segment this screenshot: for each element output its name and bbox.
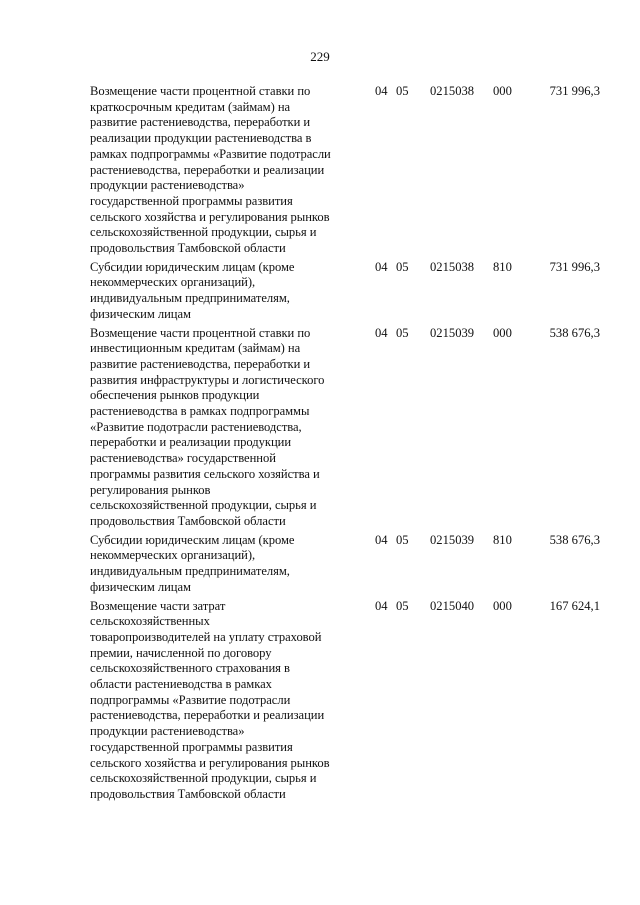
- row-amount: 538 676,3: [549, 532, 600, 547]
- row-expense-type-code: 000: [493, 598, 512, 613]
- row-description: Возмещение части процентной ставки по инвестиционным кредитам (займам) на развитие растениеводства, переработки и развития инфраструктуры и логистического обеспечения рынков продукции растениеводства в рамках подпрограммы «Развитие подотрасли растениеводства, переработки и реализации продукции растениеводства» государственной программы развития сельского хозяйства и регулирования рынков сельскохозяйственной продукции, сырья и продовольствия Тамбовской области: [90, 325, 325, 528]
- row-section-code: 04: [375, 532, 388, 547]
- row-expense-type-code: 810: [493, 532, 512, 547]
- row-amount: 731 996,3: [549, 84, 600, 98]
- row-target-article-code: 0215038: [430, 84, 475, 98]
- row-amount: 538 676,3: [549, 325, 600, 340]
- row-target-article-code: 0215040: [430, 598, 475, 613]
- row-target-article-code: 0215039: [430, 325, 475, 340]
- table-row: [90, 533, 602, 596]
- row-subsection-code: 05: [396, 259, 409, 274]
- table-row: [90, 599, 602, 803]
- table-row: [90, 260, 602, 323]
- row-subsection-code: 05: [396, 84, 409, 98]
- table-row: [90, 326, 602, 530]
- row-section-code: 04: [375, 598, 388, 613]
- row-description: Возмещение части процентной ставки по краткосрочным кредитам (займам) на развитие растениеводства, переработки и реализации продукции растениеводства в рамках подпрограммы «Развитие подотрасли растениеводства, переработки и реализации продукции растениеводства» государственной программы развития сельского хозяйства и регулирования рынков сельскохозяйственной продукции, сырья и продовольствия Тамбовской области: [90, 84, 331, 256]
- row-expense-type-code: 000: [493, 84, 512, 98]
- row-section-code: 04: [375, 84, 388, 98]
- budget-table: [90, 84, 602, 806]
- row-target-article-code: 0215039: [430, 532, 475, 547]
- row-description: Субсидии юридическим лицам (кроме некоммерческих организаций), индивидуальным предпринимателям, физическим лицам: [90, 532, 295, 594]
- row-target-article-code: 0215038: [430, 259, 475, 274]
- row-subsection-code: 05: [396, 325, 409, 340]
- row-description: Субсидии юридическим лицам (кроме некоммерческих организаций), индивидуальным предпринимателям, физическим лицам: [90, 259, 295, 321]
- row-section-code: 04: [375, 259, 388, 274]
- page-number: 229: [310, 49, 330, 64]
- row-expense-type-code: 000: [493, 325, 512, 340]
- row-section-code: 04: [375, 325, 388, 340]
- row-amount: 167 624,1: [549, 598, 600, 613]
- row-description: Возмещение части затрат сельскохозяйственных товаропроизводителей на уплату страховой премии, начисленной по договору сельскохозяйственного страхования в области растениеводства в рамках подпрограммы «Развитие подотрасли растениеводства, переработки и реализации продукции растениеводства» государственной программы развития сельского хозяйства и регулирования рынков сельскохозяйственной продукции, сырья и продовольствия Тамбовской области: [90, 598, 330, 801]
- row-subsection-code: 05: [396, 598, 409, 613]
- row-subsection-code: 05: [396, 532, 409, 547]
- row-amount: 731 996,3: [549, 259, 600, 274]
- table-row: [90, 84, 602, 257]
- row-expense-type-code: 810: [493, 259, 512, 274]
